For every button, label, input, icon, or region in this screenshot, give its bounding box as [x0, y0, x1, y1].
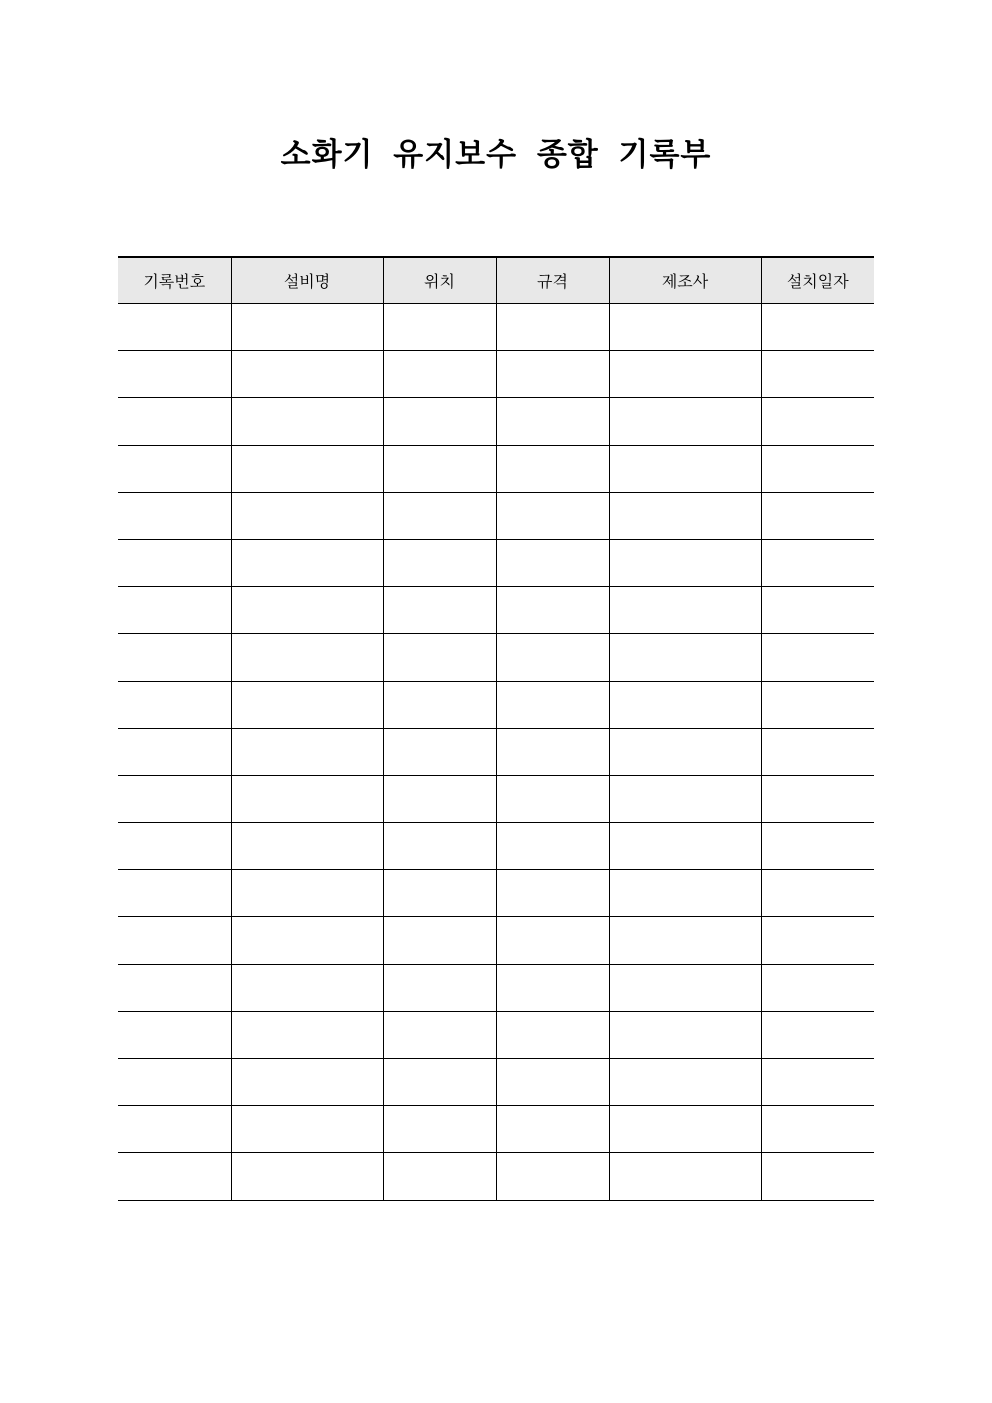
cell-manufacturer[interactable] — [609, 728, 761, 775]
cell-install-date[interactable] — [761, 304, 874, 351]
table-row — [118, 398, 874, 445]
cell-location[interactable] — [383, 445, 496, 492]
cell-equipment-name[interactable] — [231, 539, 383, 586]
cell-install-date[interactable] — [761, 351, 874, 398]
table-body — [118, 304, 874, 1201]
header-specification: 규격 — [496, 257, 609, 304]
table-header — [118, 257, 874, 304]
cell-manufacturer[interactable] — [609, 964, 761, 1011]
cell-install-date[interactable] — [761, 681, 874, 728]
cell-location[interactable] — [383, 304, 496, 351]
cell-record-number[interactable] — [118, 304, 231, 351]
cell-record-number[interactable] — [118, 823, 231, 870]
cell-equipment-name[interactable] — [231, 304, 383, 351]
cell-equipment-name[interactable] — [231, 445, 383, 492]
cell-record-number[interactable] — [118, 634, 231, 681]
cell-location[interactable] — [383, 964, 496, 1011]
cell-location[interactable] — [383, 587, 496, 634]
cell-manufacturer[interactable] — [609, 304, 761, 351]
cell-equipment-name[interactable] — [231, 492, 383, 539]
cell-specification[interactable] — [496, 728, 609, 775]
cell-specification[interactable] — [496, 1059, 609, 1106]
cell-specification[interactable] — [496, 1106, 609, 1153]
cell-install-date[interactable] — [761, 870, 874, 917]
cell-record-number[interactable] — [118, 681, 231, 728]
cell-specification[interactable] — [496, 964, 609, 1011]
cell-location[interactable] — [383, 917, 496, 964]
cell-equipment-name[interactable] — [231, 398, 383, 445]
cell-manufacturer[interactable] — [609, 1011, 761, 1058]
cell-manufacturer[interactable] — [609, 823, 761, 870]
cell-record-number[interactable] — [118, 587, 231, 634]
cell-specification[interactable] — [496, 351, 609, 398]
cell-record-number[interactable] — [118, 728, 231, 775]
cell-specification[interactable] — [496, 681, 609, 728]
cell-specification[interactable] — [496, 398, 609, 445]
cell-record-number[interactable] — [118, 492, 231, 539]
header-manufacturer: 제조사 — [609, 257, 761, 304]
cell-specification[interactable] — [496, 304, 609, 351]
cell-manufacturer[interactable] — [609, 917, 761, 964]
cell-location[interactable] — [383, 634, 496, 681]
cell-specification[interactable] — [496, 587, 609, 634]
cell-equipment-name[interactable] — [231, 351, 383, 398]
cell-specification[interactable] — [496, 1011, 609, 1058]
cell-equipment-name[interactable] — [231, 1153, 383, 1200]
cell-install-date[interactable] — [761, 398, 874, 445]
cell-location[interactable] — [383, 823, 496, 870]
cell-record-number[interactable] — [118, 1059, 231, 1106]
cell-manufacturer[interactable] — [609, 1153, 761, 1200]
cell-equipment-name[interactable] — [231, 634, 383, 681]
cell-install-date[interactable] — [761, 1059, 874, 1106]
cell-record-number[interactable] — [118, 1011, 231, 1058]
header-equipment-name: 설비명 — [231, 257, 383, 304]
cell-location[interactable] — [383, 539, 496, 586]
table-row — [118, 445, 874, 492]
table-row — [118, 539, 874, 586]
page-title: 소화기 유지보수 종합 기록부 — [280, 137, 712, 173]
cell-equipment-name[interactable] — [231, 870, 383, 917]
cell-record-number[interactable] — [118, 775, 231, 822]
cell-specification[interactable] — [496, 492, 609, 539]
cell-equipment-name[interactable] — [231, 1059, 383, 1106]
cell-location[interactable] — [383, 1106, 496, 1153]
cell-manufacturer[interactable] — [609, 870, 761, 917]
cell-install-date[interactable] — [761, 775, 874, 822]
cell-record-number[interactable] — [118, 398, 231, 445]
table-row — [118, 1153, 874, 1200]
table-row — [118, 634, 874, 681]
cell-location[interactable] — [383, 728, 496, 775]
table-row — [118, 1106, 874, 1153]
table-row — [118, 964, 874, 1011]
cell-specification[interactable] — [496, 823, 609, 870]
cell-manufacturer[interactable] — [609, 1059, 761, 1106]
cell-equipment-name[interactable] — [231, 587, 383, 634]
cell-location[interactable] — [383, 1011, 496, 1058]
cell-equipment-name[interactable] — [231, 964, 383, 1011]
header-record-number: 기록번호 — [118, 257, 231, 304]
cell-record-number[interactable] — [118, 870, 231, 917]
cell-install-date[interactable] — [761, 823, 874, 870]
table-row — [118, 775, 874, 822]
cell-location[interactable] — [383, 870, 496, 917]
cell-location[interactable] — [383, 492, 496, 539]
cell-install-date[interactable] — [761, 634, 874, 681]
table-row — [118, 1059, 874, 1106]
cell-location[interactable] — [383, 1153, 496, 1200]
cell-record-number[interactable] — [118, 539, 231, 586]
cell-location[interactable] — [383, 681, 496, 728]
cell-equipment-name[interactable] — [231, 1106, 383, 1153]
cell-equipment-name[interactable] — [231, 728, 383, 775]
cell-record-number[interactable] — [118, 964, 231, 1011]
cell-manufacturer[interactable] — [609, 681, 761, 728]
table-row — [118, 681, 874, 728]
cell-install-date[interactable] — [761, 587, 874, 634]
cell-specification[interactable] — [496, 445, 609, 492]
cell-manufacturer[interactable] — [609, 634, 761, 681]
cell-install-date[interactable] — [761, 1106, 874, 1153]
cell-location[interactable] — [383, 398, 496, 445]
cell-specification[interactable] — [496, 917, 609, 964]
cell-location[interactable] — [383, 1059, 496, 1106]
cell-install-date[interactable] — [761, 539, 874, 586]
cell-record-number[interactable] — [118, 1106, 231, 1153]
table-row — [118, 587, 874, 634]
cell-record-number[interactable] — [118, 445, 231, 492]
cell-manufacturer[interactable] — [609, 775, 761, 822]
header-install-date: 설치일자 — [761, 257, 874, 304]
cell-install-date[interactable] — [761, 1011, 874, 1058]
table-row — [118, 1011, 874, 1058]
cell-specification[interactable] — [496, 1153, 609, 1200]
table-row — [118, 870, 874, 917]
table-row — [118, 917, 874, 964]
cell-equipment-name[interactable] — [231, 917, 383, 964]
cell-manufacturer[interactable] — [609, 445, 761, 492]
cell-manufacturer[interactable] — [609, 398, 761, 445]
cell-manufacturer[interactable] — [609, 587, 761, 634]
cell-specification[interactable] — [496, 870, 609, 917]
record-table — [118, 256, 874, 1201]
table-row — [118, 351, 874, 398]
cell-install-date[interactable] — [761, 445, 874, 492]
cell-equipment-name[interactable] — [231, 1011, 383, 1058]
table-row — [118, 728, 874, 775]
cell-manufacturer[interactable] — [609, 1106, 761, 1153]
cell-manufacturer[interactable] — [609, 539, 761, 586]
cell-record-number[interactable] — [118, 351, 231, 398]
cell-equipment-name[interactable] — [231, 681, 383, 728]
cell-equipment-name[interactable] — [231, 823, 383, 870]
cell-location[interactable] — [383, 775, 496, 822]
cell-manufacturer[interactable] — [609, 492, 761, 539]
table-row — [118, 492, 874, 539]
cell-install-date[interactable] — [761, 492, 874, 539]
cell-specification[interactable] — [496, 539, 609, 586]
cell-specification[interactable] — [496, 775, 609, 822]
cell-manufacturer[interactable] — [609, 351, 761, 398]
table-row — [118, 823, 874, 870]
cell-record-number[interactable] — [118, 917, 231, 964]
cell-equipment-name[interactable] — [231, 775, 383, 822]
cell-install-date[interactable] — [761, 1153, 874, 1200]
cell-specification[interactable] — [496, 634, 609, 681]
cell-record-number[interactable] — [118, 1153, 231, 1200]
cell-install-date[interactable] — [761, 917, 874, 964]
cell-install-date[interactable] — [761, 728, 874, 775]
cell-location[interactable] — [383, 351, 496, 398]
cell-install-date[interactable] — [761, 964, 874, 1011]
header-row — [118, 257, 874, 304]
table-row — [118, 304, 874, 351]
header-location: 위치 — [383, 257, 496, 304]
